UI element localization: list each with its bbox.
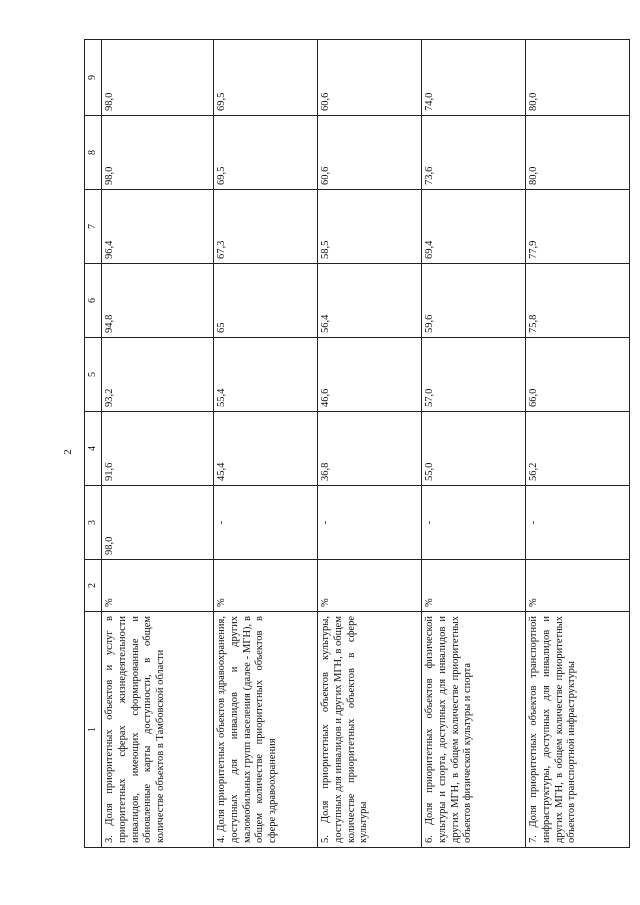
value-cell: 66,0	[526, 338, 630, 412]
value-cell: 74,0	[422, 40, 526, 116]
value-cell: 69,4	[422, 190, 526, 264]
value-cell: 56,4	[318, 264, 422, 338]
value-cell: 73,6	[422, 116, 526, 190]
value-cell: 93,2	[102, 338, 214, 412]
value-cell: -	[214, 486, 318, 560]
header-cell: 1	[85, 612, 102, 848]
indicators-table	[84, 39, 630, 848]
value-cell: 80,0	[526, 116, 630, 190]
value-cell: 65	[214, 264, 318, 338]
unit-cell: %	[214, 560, 318, 612]
indicator-cell: 5. Доля приоритетных объектов культуры, доступных для инвалидов и других МГН, в общем количестве приоритетных объектов в сфере культуры	[318, 612, 422, 848]
value-cell: 36,8	[318, 412, 422, 486]
table-row	[526, 40, 630, 848]
value-cell: 67,3	[214, 190, 318, 264]
header-cell: 2	[85, 560, 102, 612]
value-cell: 96,4	[102, 190, 214, 264]
unit-cell: %	[318, 560, 422, 612]
indicator-cell: 3. Доля приоритетных объектов и услуг в приоритетных сферах жизнедеятельности инвалидов, имеющих сформированные и обновленные карты доступности, в общем количестве объектов в Тамбовской области	[102, 612, 214, 848]
indicator-cell: 6. Доля приоритетных объектов физической культуры и спорта, доступных для инвалидов и других МГН, в общем количестве приоритетных объектов физической культуры и спорта	[422, 612, 526, 848]
value-cell: 69,5	[214, 116, 318, 190]
value-cell: 58,5	[318, 190, 422, 264]
unit-cell: %	[526, 560, 630, 612]
value-cell: 75,8	[526, 264, 630, 338]
rotated-page-content	[84, 40, 616, 848]
value-cell: 69,5	[214, 40, 318, 116]
value-cell: -	[422, 486, 526, 560]
header-cell: 3	[85, 486, 102, 560]
table-row	[422, 40, 526, 848]
value-cell: 45,4	[214, 412, 318, 486]
header-cell: 9	[85, 40, 102, 116]
table-row	[102, 40, 214, 848]
value-cell: 80,0	[526, 40, 630, 116]
value-cell: 60,6	[318, 40, 422, 116]
header-cell: 5	[85, 338, 102, 412]
table-row	[214, 40, 318, 848]
value-cell: 94,8	[102, 264, 214, 338]
value-cell: 98,0	[102, 40, 214, 116]
value-cell: 57,0	[422, 338, 526, 412]
unit-cell: %	[102, 560, 214, 612]
unit-cell: %	[422, 560, 526, 612]
value-cell: 60,6	[318, 116, 422, 190]
indicator-cell: 7. Доля приоритетных объектов транспортной инфраструктуры, доступных для инвалидов и других МГН, в общем количестве приоритетных объектов транспортной инфраструктуры	[526, 612, 630, 848]
table-row	[318, 40, 422, 848]
value-cell: 56,2	[526, 412, 630, 486]
value-cell: 98,0	[102, 116, 214, 190]
value-cell: -	[318, 486, 422, 560]
indicator-cell: 4. Доля приоритетных объектов здравоохранения, доступных для инвалидов и других маломобильных групп населения (далее - МГН), в общем количестве приоритетных объектов в сфере здравоохранения	[214, 612, 318, 848]
value-cell: 77,9	[526, 190, 630, 264]
header-cell: 8	[85, 116, 102, 190]
value-cell: 46,6	[318, 338, 422, 412]
value-cell: 59,6	[422, 264, 526, 338]
header-cell: 6	[85, 264, 102, 338]
header-row	[85, 40, 102, 848]
value-cell: 98,0	[102, 486, 214, 560]
value-cell: 55,4	[214, 338, 318, 412]
header-cell: 7	[85, 190, 102, 264]
page-number: 2	[62, 449, 74, 455]
value-cell: -	[526, 486, 630, 560]
value-cell: 91,6	[102, 412, 214, 486]
value-cell: 55,0	[422, 412, 526, 486]
header-cell: 4	[85, 412, 102, 486]
